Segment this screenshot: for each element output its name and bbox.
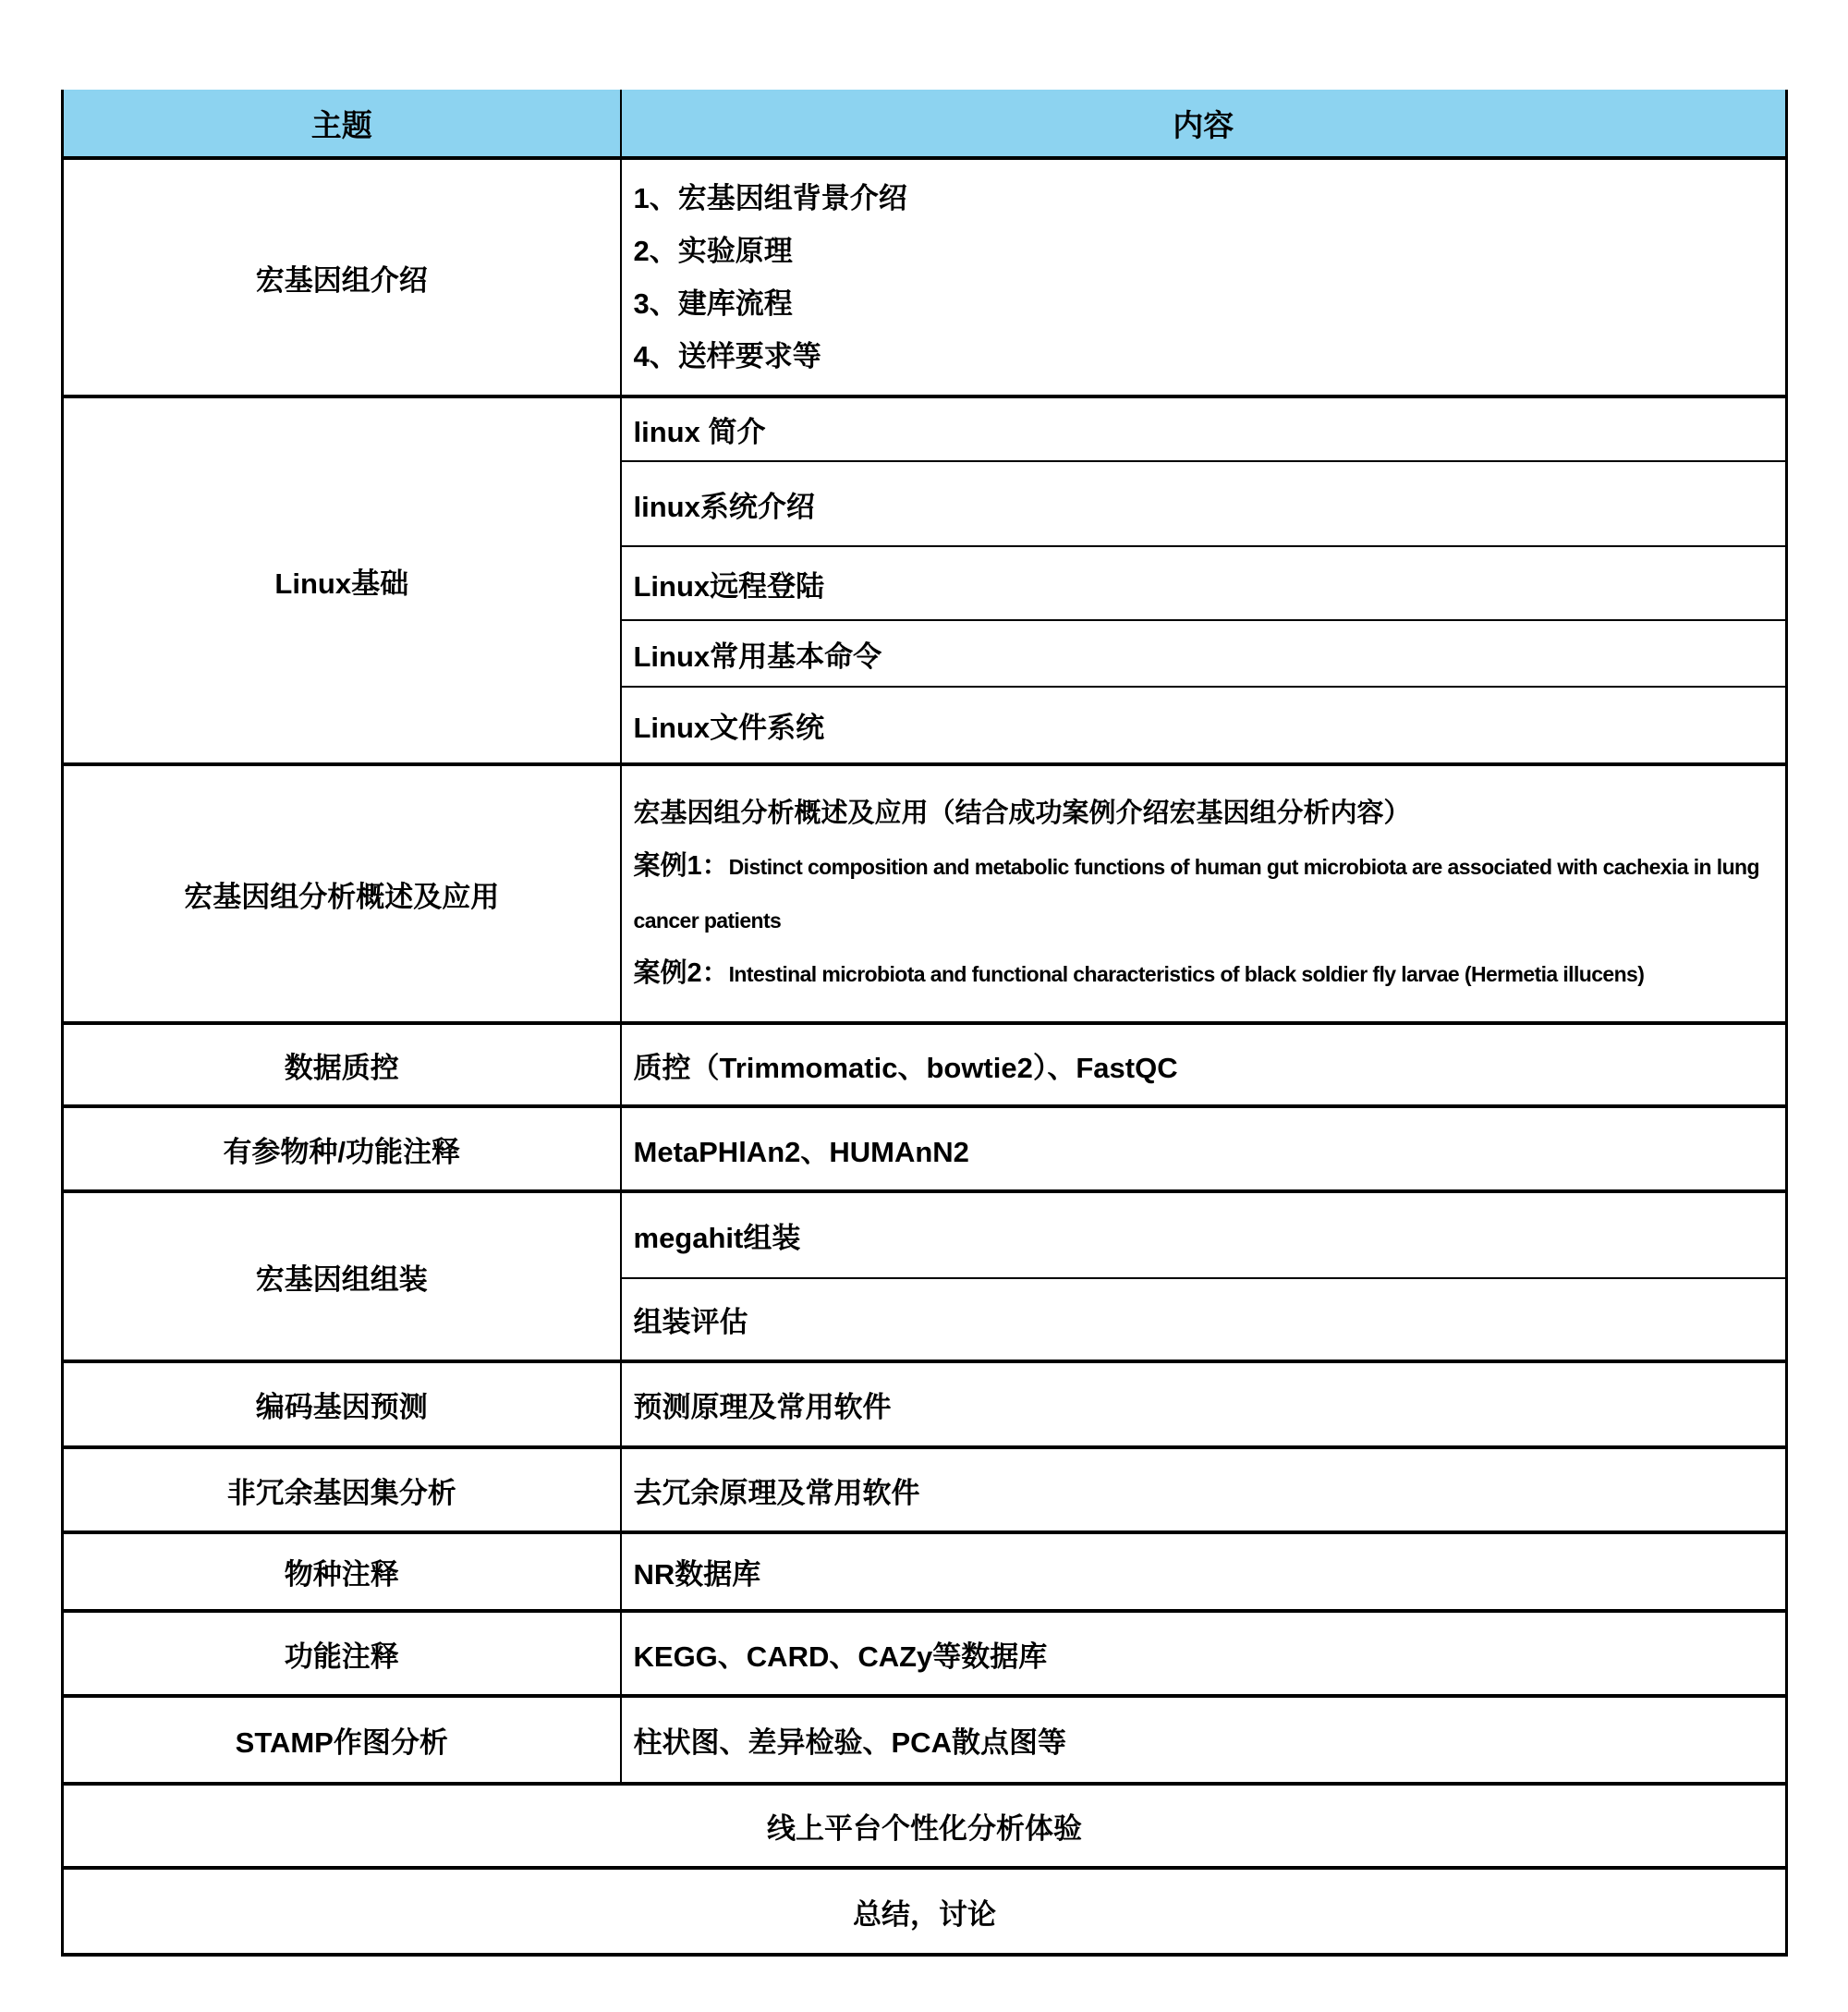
topic-metagenome-intro: 宏基因组介绍 xyxy=(63,158,621,396)
row-reference-annotation xyxy=(63,1106,1787,1191)
list-item: 2、实验原理 xyxy=(633,235,793,267)
list-item: 1、宏基因组背景介绍 xyxy=(633,182,907,214)
case1-label: 案例1： xyxy=(633,851,729,881)
content-linux-commands: Linux常用基本命令 xyxy=(621,620,1787,687)
content-metagenome-intro xyxy=(621,158,1787,396)
row-metagenome-intro xyxy=(63,158,1787,396)
case-study-2 xyxy=(634,946,1777,1000)
content-metagenome-overview xyxy=(621,764,1787,1023)
row-data-qc xyxy=(63,1023,1787,1106)
row-species-annotation xyxy=(63,1532,1787,1611)
case1-text: Distinct composition and metabolic functions of human gut microbiota are associated with cachexia in lung cancer patients xyxy=(633,855,1759,933)
topic-data-qc: 数据质控 xyxy=(63,1023,621,1106)
row-assembly-1 xyxy=(63,1191,1787,1278)
topic-metagenome-overview: 宏基因组分析概述及应用 xyxy=(63,764,621,1023)
content-linux-intro: linux 简介 xyxy=(621,396,1787,461)
header-cell-content: 内容 xyxy=(621,90,1787,158)
topic-metagenome-assembly: 宏基因组组装 xyxy=(63,1191,621,1361)
topic-stamp-plotting: STAMP作图分析 xyxy=(63,1696,621,1784)
case2-text: Intestinal microbiota and functional characteristics of black soldier fly larvae (Hermetia illucens) xyxy=(728,962,1645,986)
content-stamp-plotting: 柱状图、差异检验、PCA散点图等 xyxy=(621,1696,1787,1784)
row-online-platform xyxy=(63,1784,1787,1868)
row-summary-discussion xyxy=(63,1868,1787,1955)
row-nonredundant-geneset xyxy=(63,1447,1787,1532)
content-linux-system: linux系统介绍 xyxy=(621,461,1787,546)
row-gene-prediction xyxy=(63,1361,1787,1447)
content-function-annotation: KEGG、CARD、CAZy等数据库 xyxy=(621,1611,1787,1696)
case-study-1 xyxy=(634,839,1777,946)
topic-reference-annotation: 有参物种/功能注释 xyxy=(63,1106,621,1191)
content-nonredundant-geneset: 去冗余原理及常用软件 xyxy=(621,1447,1787,1532)
topic-function-annotation: 功能注释 xyxy=(63,1611,621,1696)
content-online-platform-experience: 线上平台个性化分析体验 xyxy=(63,1784,1787,1868)
row-metagenome-overview xyxy=(63,764,1787,1023)
content-species-annotation: NR数据库 xyxy=(621,1532,1787,1611)
list-item: 3、建库流程 xyxy=(633,287,793,320)
row-stamp-plotting xyxy=(63,1696,1787,1784)
row-linux-1 xyxy=(63,396,1787,461)
case2-label: 案例2： xyxy=(633,958,729,988)
content-data-qc: 质控（Trimmomatic、bowtie2）、FastQC xyxy=(621,1023,1787,1106)
course-schedule-table xyxy=(61,90,1788,1957)
content-reference-annotation: MetaPHlAn2、HUMAnN2 xyxy=(621,1106,1787,1191)
content-linux-remote-login: Linux远程登陆 xyxy=(621,546,1787,620)
topic-linux-basics: Linux基础 xyxy=(63,396,621,764)
topic-species-annotation: 物种注释 xyxy=(63,1532,621,1611)
content-linux-filesystem: Linux文件系统 xyxy=(621,687,1787,764)
topic-nonredundant-geneset: 非冗余基因集分析 xyxy=(63,1447,621,1532)
content-assembly-evaluation: 组装评估 xyxy=(621,1278,1787,1361)
overview-intro-line: 宏基因组分析概述及应用（结合成功案例介绍宏基因组分析内容） xyxy=(633,799,1411,828)
table-header-row xyxy=(63,90,1787,158)
content-gene-prediction: 预测原理及常用软件 xyxy=(621,1361,1787,1447)
content-megahit-assembly: megahit组装 xyxy=(621,1191,1787,1278)
topic-gene-prediction: 编码基因预测 xyxy=(63,1361,621,1447)
list-item: 4、送样要求等 xyxy=(633,340,821,372)
row-function-annotation xyxy=(63,1611,1787,1696)
header-cell-topic: 主题 xyxy=(63,90,621,158)
content-summary-discussion: 总结，讨论 xyxy=(63,1868,1787,1955)
